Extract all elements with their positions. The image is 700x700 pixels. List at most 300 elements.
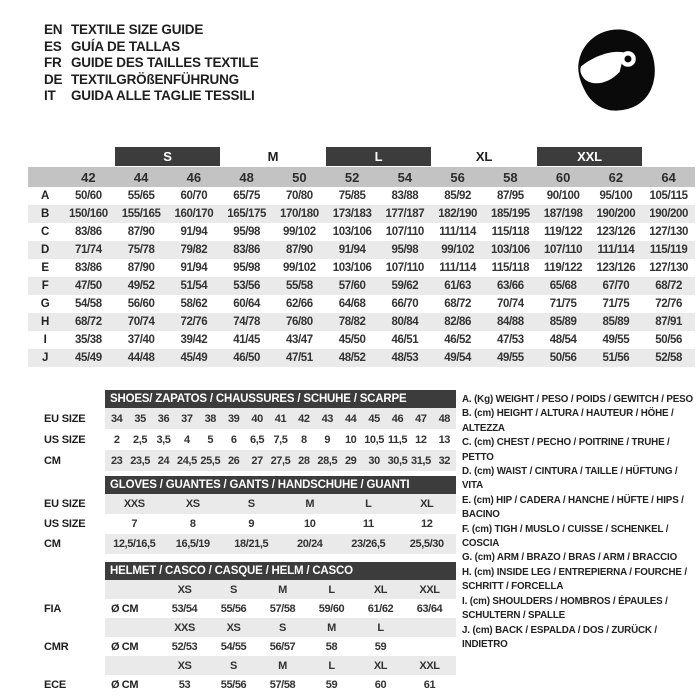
size-table-row [28,259,695,277]
helmet-values-row [44,675,456,694]
shoes-rows [44,408,456,471]
size-cell: 71/74 [74,244,102,256]
size-cell: 55/65 [127,190,155,202]
size-cell: 107/110 [385,262,424,274]
shoe-cell: 41 [274,412,287,425]
size-cell: 99/102 [441,244,475,256]
size-cell: 72/76 [655,298,683,310]
glove-cell: S [247,498,255,510]
size-cell: 83/88 [391,190,419,202]
column-header: 58 [503,169,518,185]
size-cell: 115/118 [491,262,530,274]
shoe-row-label: CM [44,454,61,467]
size-cell: 61/63 [444,280,472,292]
size-cell: 85/89 [549,316,577,328]
helmet-value-cell: 58 [325,640,338,653]
measurement-legend [462,393,700,652]
helmet-size-cell: M [278,659,287,672]
size-cell: 111/114 [439,226,477,238]
size-group-label: XL [475,149,493,164]
size-cell: 49/54 [444,352,472,364]
gloves-rows [44,494,456,554]
shoe-cell: 23 [110,454,123,467]
size-cell: 127/130 [649,226,689,238]
helmet-values-cells [105,599,456,618]
size-cell: 44/48 [127,352,155,364]
language-text: GUIDE DES TAILLES TEXTILE [71,55,259,70]
helmet-value-cell: 60 [374,678,387,691]
size-table-row [28,205,695,223]
helmet-value-cell: 52/53 [171,640,198,653]
helmet-size-cell: XL [373,583,388,596]
shoe-cell: 29 [344,454,357,467]
glove-row [44,494,456,514]
legend-item: F. (cm) TIGH / MUSLO / CUISSE / SCHENKEL / COSCIA [462,523,669,550]
size-cell: 123/126 [596,262,636,274]
helmet-unit-spacer [105,580,160,599]
helmet-value-cell: 53 [178,678,191,691]
shoe-cell: 45 [368,412,380,425]
size-cell: 119/122 [544,226,583,238]
size-cell: 107/110 [385,226,424,238]
size-cell: 103/106 [332,262,372,274]
language-row [44,55,259,72]
size-cell: 99/102 [282,226,316,238]
column-header: 46 [186,169,202,185]
shoe-cell: 28 [298,454,310,467]
size-cell: 78/82 [338,316,366,328]
shoe-row [44,450,456,471]
size-table-row [28,223,695,241]
size-cell: 155/165 [121,208,161,220]
size-cell: 173/183 [332,208,372,220]
size-cell: 50/56 [549,352,577,364]
size-cell: 111/114 [439,262,477,274]
size-cell: 62/66 [285,298,313,310]
shoe-cell: 2 [113,433,120,446]
shoe-row [44,429,456,450]
shoe-cell: 40 [251,412,263,425]
size-cell: 55/58 [285,280,313,292]
size-cell: 53/56 [233,280,261,292]
shoe-cell: 36 [157,412,170,425]
helmet-size-cell: XS [177,583,192,596]
size-cell: 119/122 [544,262,583,274]
size-cell: 190/200 [649,208,689,220]
size-cell: 95/98 [391,244,419,256]
helmet-value-cell: 59/60 [318,602,345,615]
shoe-cell: 46 [391,412,404,425]
size-cell: 187/198 [543,208,583,220]
size-cell: 127/130 [649,262,689,274]
row-label: F [41,280,49,292]
helmet-rows [44,580,456,694]
glove-cell: 12 [421,518,433,530]
glove-cells [105,514,456,534]
shoe-cell: 7,5 [273,433,288,446]
size-cell: 46/51 [391,334,419,346]
glove-cell: XL [420,498,434,510]
size-cell: 177/187 [385,208,425,220]
language-row [44,22,259,39]
size-cell: 150/160 [68,208,108,220]
size-cell: 48/52 [338,352,366,364]
helmet-size-cell: L [377,621,384,634]
size-cell: 46/52 [444,334,472,346]
size-cell: 46/50 [233,352,261,364]
size-cell: 74/78 [233,316,261,328]
legend-item: I. (cm) SHOULDERS / HOMBROS / ÉPAULES / SCHULTERN / SPALLE [462,595,668,622]
size-table-rows [28,187,695,367]
size-cell: 56/60 [127,298,155,310]
shoe-cell: 3,5 [156,433,171,446]
homologation-label: ECE [44,678,67,691]
size-cell: 80/84 [391,316,419,328]
shoe-cell: 38 [204,412,216,425]
shoe-cell: 6 [230,433,237,446]
helmet-size-cell: XS [226,621,241,634]
glove-cell: 16,5/19 [175,538,210,550]
size-cell: 47/51 [285,352,313,364]
size-cell: 57/60 [338,280,366,292]
size-cell: 190/200 [596,208,636,220]
helmet-value-cell: 55/56 [220,602,247,615]
helmet-size-cell: XXS [174,621,195,634]
size-cell: 68/72 [655,280,683,292]
helmet-size-cell: XS [177,659,192,672]
size-cell: 45/49 [180,352,208,364]
glove-cells [105,534,456,554]
helmet-value-cell: 54/55 [220,640,247,653]
legend-item: E. (cm) HIP / CADERA / HANCHE / HÜFTE / HIPS / BACINO [462,494,684,521]
size-cell: 45/50 [338,334,366,346]
language-code: FR [44,55,62,70]
size-cell: 90/100 [546,190,580,202]
helmet-value-cell: 59 [374,640,387,653]
size-cell: 49/52 [127,280,155,292]
size-cell: 70/74 [127,316,155,328]
size-cell: 87/95 [496,190,524,202]
shoe-cell: 34 [110,412,123,425]
language-row [44,39,259,56]
helmet-sizes-cells [105,580,456,599]
helmet-value-cell: 55/56 [220,678,247,691]
size-cell: 52/58 [655,352,683,364]
glove-row-label: US SIZE [44,518,86,530]
glove-row-label: CM [44,538,61,550]
homologation-label: FIA [44,602,62,615]
size-group-label: XXL [537,147,643,166]
column-header: 44 [133,169,149,185]
language-row [44,88,259,105]
helmet-size-cell: L [328,583,335,596]
size-cell: 63/66 [496,280,524,292]
helmet-size-cell: XXL [419,659,440,672]
shoe-cell: 12 [415,433,427,446]
helmet-values-cells [105,637,456,656]
glove-cells [105,494,456,514]
shoe-cell: 23,5 [130,454,150,467]
size-cell: 60/64 [233,298,261,310]
diameter-unit-label: Ø CM [111,678,139,691]
size-cell: 71/75 [602,298,630,310]
size-cell: 76/80 [285,316,313,328]
helmet-size-cell: M [327,621,336,634]
size-cell: 170/180 [279,208,319,220]
shoe-cell: 48 [438,412,450,425]
size-cell: 66/70 [391,298,419,310]
shoe-cell: 26 [227,454,240,467]
glove-cell: L [365,498,372,510]
row-label: E [41,262,49,274]
glove-cell: 8 [189,518,196,530]
shoes-table [44,390,456,471]
shoe-cells [105,429,456,450]
size-cell: 79/82 [180,244,208,256]
helmet-value-cell: 61 [423,678,436,691]
helmet-label-spacer [44,580,105,599]
helmet-unit-spacer [105,618,160,637]
gloves-header: GLOVES / GUANTES / GANTS / HANDSCHUHE / GUANTI [105,476,456,494]
column-header: 60 [555,169,571,185]
size-cell: 160/170 [174,208,214,220]
helmet-size-cell: M [278,583,287,596]
language-code: DE [44,71,63,87]
size-cell: 67/70 [602,280,630,292]
shoe-cell: 10 [344,433,357,446]
size-cell: 43/47 [285,334,313,346]
size-cell: 84/88 [496,316,524,328]
shoe-cell: 25,5 [200,454,221,467]
size-cell: 35/38 [74,334,102,346]
column-header: 48 [239,169,254,185]
size-cell: 70/74 [496,298,524,310]
size-cell: 103/106 [332,226,372,238]
shoe-cell: 5 [207,433,214,446]
helmet-size-cell: S [230,659,237,672]
language-text: TEXTILE SIZE GUIDE [71,22,204,37]
band-spacer [28,167,62,187]
size-cell: 165/175 [227,208,267,220]
helmet-size-cell: L [328,659,335,672]
size-cell: 91/94 [180,262,208,274]
shoe-cells [105,450,456,471]
shoe-cell: 44 [344,412,357,425]
size-table-row [28,313,695,331]
size-cell: 87/90 [127,262,155,274]
size-cell: 49/55 [496,352,524,364]
legend-item: G. (cm) ARM / BRAZO / BRAS / ARM / BRACCIO [462,552,678,564]
size-cell: 99/102 [282,262,316,274]
size-cell: 85/89 [602,316,630,328]
size-cell: 48/53 [391,352,419,364]
row-label: A [41,190,49,202]
size-cell: 64/68 [338,298,366,310]
shoe-cells [105,408,456,429]
size-cell: 51/56 [602,352,630,364]
size-group-row [28,147,695,166]
size-table-row [28,277,695,295]
size-cell: 54/58 [74,298,102,310]
size-group-label: S [115,147,221,166]
helmet-sizes-cells [105,656,456,675]
shoe-cell: 27 [251,454,263,467]
size-table-row [28,331,695,349]
column-header: 62 [608,169,624,185]
size-cell: 91/94 [338,244,366,256]
homologation-label: CMR [44,640,69,653]
language-list [44,22,259,105]
size-cell: 83/86 [233,244,261,256]
language-code: IT [44,88,56,103]
size-columns-band [28,167,695,187]
helmet-size-cell: S [279,621,286,634]
language-text: GUÍA DE TALLAS [71,38,180,54]
size-cell: 87/91 [655,316,683,328]
size-cell: 82/86 [444,316,472,328]
size-cell: 51/54 [180,280,208,292]
legend-item: C. (cm) CHEST / PECHO / POITRINE / TRUHE / PETTO [462,437,670,463]
size-cell: 70/80 [285,190,313,202]
size-cell: 50/56 [655,334,683,346]
helmet-size-cell: XL [373,659,388,672]
helmet-label-spacer [44,618,105,637]
column-header: 50 [292,169,307,185]
glove-cell: 10 [304,518,316,530]
helmet-value-cell: 56/57 [269,640,296,653]
helmet-value-cell: 57/58 [269,602,296,615]
size-cell: 83/86 [74,262,102,274]
size-cell: 115/118 [491,226,530,238]
row-label: G [40,298,50,310]
shoe-cell: 32 [438,454,450,467]
size-cell: 105/115 [649,190,688,202]
size-cell: 47/50 [74,280,102,292]
size-cell: 45/49 [74,352,102,364]
row-label: C [41,226,49,238]
size-cell: 87/90 [127,226,155,238]
size-cell: 50/60 [74,190,102,202]
shoe-cell: 31,5 [410,454,431,467]
size-cell: 91/94 [180,226,208,238]
legend-item: J. (cm) BACK / ESPALDA / DOS / ZURÜCK / INDIETRO [462,624,658,650]
helmet-header: HELMET / CASCO / CASQUE / HELM / CASCO [105,562,456,580]
size-cell: 49/55 [602,334,630,346]
helmet-value-cell: 57/58 [269,678,296,691]
size-table-row [28,295,695,313]
size-cell: 103/106 [490,244,530,256]
shoe-cell: 28,5 [317,454,338,467]
shoe-row-label: EU SIZE [44,412,86,425]
glove-row-label: EU SIZE [44,498,86,510]
shoe-cell: 2,5 [133,433,148,446]
helmet-sizes-row [44,656,456,675]
helmet-value-cell: 61/62 [367,602,394,615]
shoe-cell: 37 [181,412,193,425]
size-cell: 95/98 [233,226,261,238]
size-cell: 87/90 [285,244,313,256]
shoe-cell: 35 [134,412,146,425]
column-header: 52 [344,169,360,185]
glove-cell: 12,5/16,5 [113,538,156,550]
size-cell: 72/76 [180,316,208,328]
language-text: GUIDA ALLE TAGLIE TESSILI [71,88,255,103]
legend-item: B. (cm) HEIGHT / ALTURA / HAUTEUR / HÖHE / ALTEZZA [462,408,674,434]
gloves-table [44,476,456,554]
helmet-sizes-cells [105,618,456,637]
size-table-row [28,187,695,205]
size-cell: 39/42 [180,334,208,346]
size-cell: 58/62 [180,298,208,310]
glove-cell: 23/26,5 [351,538,386,550]
size-cell: 185/195 [490,208,530,220]
helmet-label-spacer [44,656,105,675]
legend-item: H. (cm) INSIDE LEG / ENTREPIERNA / FOURCHE / SCHRITT / FORCELLA [462,566,687,593]
size-cell: 65/68 [549,280,577,292]
size-cell: 123/126 [596,226,636,238]
shoe-cell: 24,5 [176,454,197,467]
size-cell: 48/54 [549,334,577,346]
size-cell: 60/70 [180,190,208,202]
row-label: D [41,244,49,256]
shoe-cell: 30 [368,454,380,467]
column-header: 42 [81,169,96,185]
shoe-cell: 43 [321,412,333,425]
helmet-value-cell: 63/64 [416,602,443,615]
shoe-cell: 39 [227,412,240,425]
glove-cell: 7 [131,518,138,530]
glove-cell: 20/24 [296,538,323,550]
size-table-row [28,241,695,259]
size-cell: 107/110 [544,244,583,256]
size-cell: 59/62 [391,280,419,292]
helmet-sizes-row [44,618,456,637]
helmet-size-cell: XXL [419,583,440,596]
size-cell: 47/53 [496,334,524,346]
size-cell: 68/72 [74,316,102,328]
size-cell: 111/114 [597,244,635,256]
shoe-row [44,408,456,429]
helmet-size-cell [405,618,454,637]
language-code: EN [44,22,63,37]
glove-cell: 9 [248,518,255,530]
size-cell: 182/190 [438,208,478,220]
size-table-row [28,349,695,367]
size-cell: 41/45 [233,334,261,346]
size-cell: 95/100 [599,190,633,202]
size-cell: 85/92 [444,190,472,202]
shoe-cell: 4 [184,433,190,446]
size-cell: 75/85 [338,190,366,202]
row-label: I [43,334,47,346]
size-cell: 75/78 [127,244,155,256]
language-text: TEXTILGRÖßENFÜHRUNG [71,71,239,87]
shoe-cell: 30,5 [387,454,408,467]
main-size-table [28,147,695,367]
glove-cell: 11 [362,518,374,530]
shoe-cell: 10,5 [364,433,384,446]
shoe-row-label: US SIZE [44,433,86,446]
row-label: J [42,352,48,364]
shoe-cell: 11,5 [387,433,408,446]
size-cell: 68/72 [444,298,472,310]
column-header: 54 [397,169,413,185]
glove-row [44,534,456,554]
helmet-values-row [44,599,456,618]
diameter-unit-label: Ø CM [111,602,139,615]
size-group-label: L [326,147,432,166]
helmet-value-cell: 59 [325,678,338,691]
